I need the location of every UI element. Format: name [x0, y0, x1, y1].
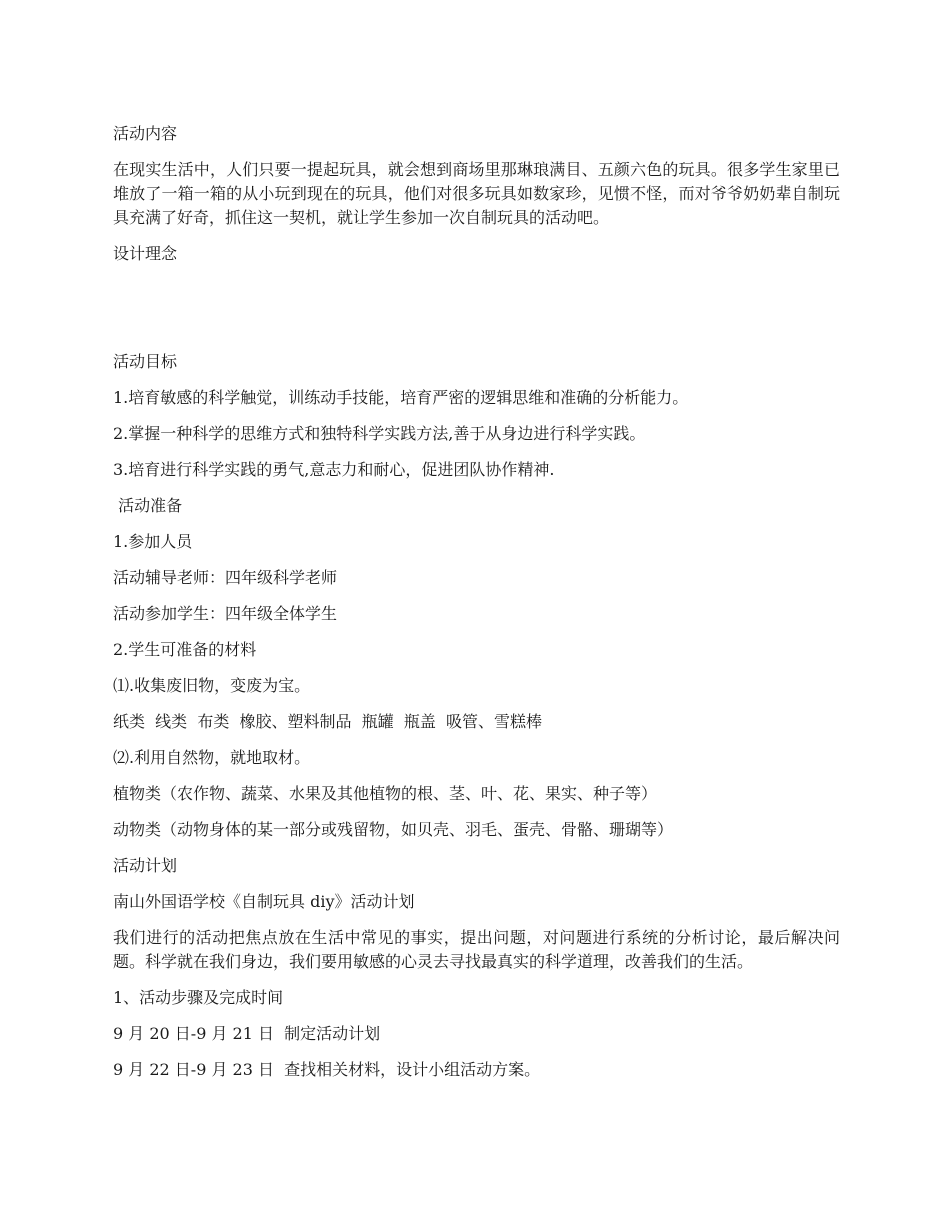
materials-natural: ⑵.利用自然物，就地取材。 [113, 748, 311, 767]
heading-activity-preparation: 活动准备 [113, 496, 183, 515]
prep-participants: 1.参加人员 [113, 532, 193, 551]
goal-item-3: 3.培育进行科学实践的勇气,意志力和耐心，促进团队协作精神. [113, 460, 555, 479]
goal-item-2: 2.掌握一种科学的思维方式和独特科学实践方法,善于从身边进行科学实践。 [113, 424, 646, 443]
prep-materials: 2.学生可准备的材料 [113, 640, 257, 659]
prep-students: 活动参加学生：四年级全体学生 [113, 604, 338, 623]
materials-recycled: ⑴.收集废旧物，变废为宝。 [113, 676, 311, 695]
steps-heading: 1、活动步骤及完成时间 [113, 988, 284, 1007]
heading-design-concept: 设计理念 [113, 244, 178, 263]
heading-activity-plan: 活动计划 [113, 856, 178, 875]
step-item-1: 9 月 20 日-9 月 21 日 制定活动计划 [113, 1024, 381, 1043]
prep-teacher: 活动辅导老师：四年级科学老师 [113, 568, 338, 587]
document-page [113, 122, 840, 1094]
heading-activity-goals: 活动目标 [113, 352, 178, 371]
blank-space [113, 266, 840, 350]
paragraph-activity-content: 在现实生活中，人们只要一提起玩具，就会想到商场里那琳琅满目、五颜六色的玩具。很多学生家里已堆放了一箱一箱的从小玩到现在的玩具，他们对很多玩具如数家珍，见惯不怪，而对爷爷奶奶辈自制玩具充满了好奇，抓住这一契机，就让学生参加一次自制玩具的活动吧。 [113, 160, 840, 227]
plan-title: 南山外国语学校《自制玩具 diy》活动计划 [113, 892, 415, 911]
materials-animals: 动物类（动物身体的某一部分或残留物，如贝壳、羽毛、蛋壳、骨骼、珊瑚等） [113, 820, 674, 839]
heading-activity-content: 活动内容 [113, 124, 178, 143]
materials-recycled-items: 纸类 线类 布类 橡胶、塑料制品 瓶罐 瓶盖 吸管、雪糕棒 [113, 712, 543, 731]
step-item-2: 9 月 22 日-9 月 23 日 查找相关材料，设计小组活动方案。 [113, 1060, 541, 1079]
paragraph-plan: 我们进行的活动把焦点放在生活中常见的事实，提出问题，对问题进行系统的分析讨论，最后解决问题。科学就在我们身边，我们要用敏感的心灵去寻找最真实的科学道理，改善我们的生活。 [113, 928, 840, 971]
goal-item-1: 1.培育敏感的科学触觉，训练动手技能，培育严密的逻辑思维和准确的分析能力。 [113, 388, 689, 407]
materials-plants: 植物类（农作物、蔬菜、水果及其他植物的根、茎、叶、花、果实、种子等） [113, 784, 658, 803]
